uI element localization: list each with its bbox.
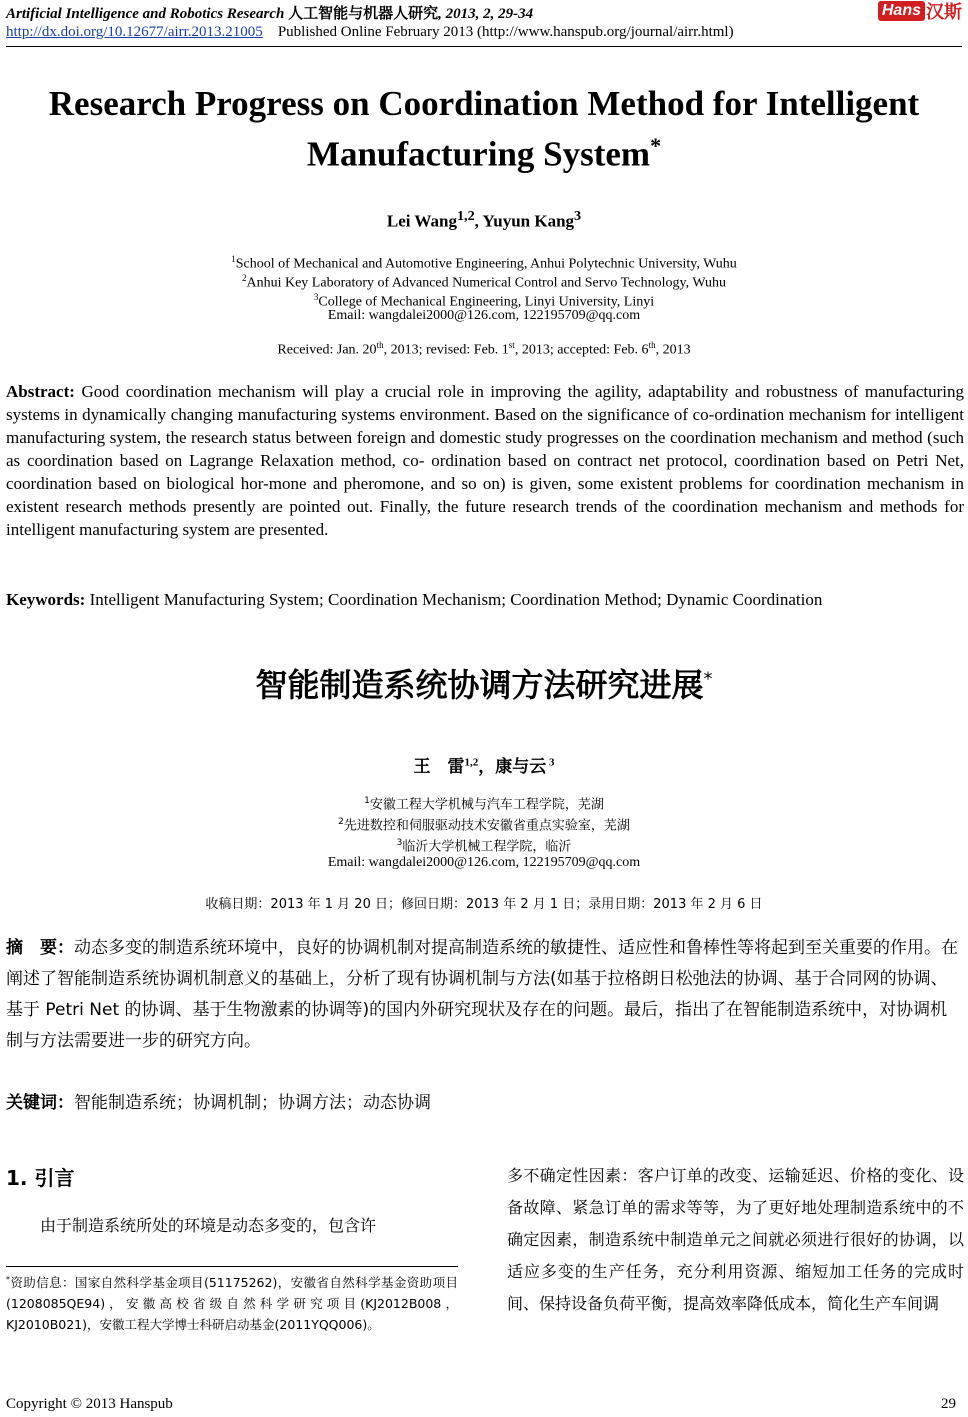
affiliation-sup: 2 bbox=[338, 817, 344, 827]
keywords-cn-text: 智能制造系统；协调机制；协调方法；动态协调 bbox=[74, 1093, 431, 1113]
author-sep-cn: ， bbox=[478, 757, 496, 776]
abstract-label: Abstract: bbox=[6, 382, 75, 401]
received-sup: st bbox=[508, 340, 515, 350]
keywords-text: Intelligent Manufacturing System; Coordination Mechanism; Coordination Method; Dynamic Coordination bbox=[89, 590, 823, 609]
author-2-cn: 康与云 bbox=[495, 757, 547, 776]
keywords-label: Keywords: bbox=[6, 590, 86, 609]
authors-cn bbox=[0, 752, 968, 777]
footnote-rule bbox=[6, 1266, 458, 1267]
affiliation-sup: 3 bbox=[313, 292, 319, 302]
email-en: Email: wangdalei2000@126.com, 122195709@qq.com bbox=[327, 308, 641, 323]
affiliation-sup: 1 bbox=[231, 254, 236, 264]
journal-issue: , 2013, 2, 29-34 bbox=[438, 6, 534, 22]
keywords-cn bbox=[6, 1088, 431, 1113]
copyright: Copyright © 2013 Hanspub bbox=[6, 1396, 173, 1412]
affiliation-sup: 1 bbox=[364, 796, 370, 806]
logo-mark: Hans bbox=[878, 1, 925, 21]
author-2: Yuyun Kang bbox=[482, 211, 575, 231]
keywords-en bbox=[6, 590, 964, 610]
title-cn-mark: * bbox=[703, 668, 713, 690]
received-dates-en bbox=[0, 340, 968, 359]
logo-cn: 汉斯 bbox=[926, 2, 962, 23]
author-1: Lei Wang bbox=[386, 211, 457, 231]
affiliation-3-cn bbox=[0, 833, 968, 857]
footnote-mark: * bbox=[6, 1275, 10, 1284]
paper-title-en bbox=[0, 83, 968, 176]
author-2-sup: 3 bbox=[574, 208, 582, 224]
received-sup: th bbox=[648, 340, 656, 350]
affiliation-sup: 2 bbox=[241, 273, 247, 283]
keywords-cn-label: 关键词： bbox=[6, 1093, 74, 1113]
footnote-text: 资助信息：国家自然科学基金项目(51175262)，安徽省自然科学基金资助项目(1208085QE94)，安徽高校省级自然科学研究项目(KJ2012B008，KJ2010B021)，安徽工程大学博士科研启动基金(2011YQQ006)。 bbox=[6, 1275, 458, 1333]
title-line-2: Manufacturing System bbox=[306, 134, 651, 174]
affiliation-text: Anhui Key Laboratory of Advanced Numerical Control and Servo Technology, Wuhu bbox=[246, 275, 727, 291]
authors-en bbox=[0, 208, 968, 232]
abstract-en bbox=[6, 380, 964, 541]
body-left-column: 由于制造系统所处的环境是动态多变的，包含许 bbox=[40, 1216, 377, 1235]
journal-name: Artificial Intelligence and Robotics Research bbox=[6, 6, 285, 22]
body-right-column: 多不确定性因素：客户订单的改变、运输延迟、价格的变化、设备故障、紧急订单的需求等等，为了更好地处理制造系统中的不确定因素，制造系统中制造单元之间就必须进行很好的协调，以适应多变的生产任务，充分利用资源、缩短加工任务的完成时间、保持设备负荷平衡，提高效率降低成本，简化生产车间调 bbox=[507, 1166, 964, 1313]
paper-title-cn bbox=[0, 660, 968, 706]
received-part: Received: Jan. 20 bbox=[277, 342, 377, 358]
author-1-sup: 1,2 bbox=[456, 208, 475, 224]
affiliation-sup: 3 bbox=[396, 838, 403, 848]
affiliation-text: College of Mechanical Engineering, Linyi University, Linyi bbox=[318, 294, 655, 310]
journal-header bbox=[6, 2, 533, 23]
funding-footnote bbox=[6, 1269, 458, 1335]
affiliation-text: 临沂大学机械工程学院，临沂 bbox=[402, 839, 572, 855]
received-part: , 2013; accepted: Feb. 6 bbox=[514, 342, 649, 358]
title-mark: * bbox=[650, 133, 662, 158]
received-part: , 2013; revised: Feb. 1 bbox=[383, 342, 509, 358]
doi-line bbox=[6, 24, 734, 41]
title-line-1: Research Progress on Coordination Method for Intelligent bbox=[48, 84, 920, 123]
author-2-cn-sup: 3 bbox=[546, 756, 555, 769]
publisher-logo bbox=[878, 0, 962, 22]
affiliation-text: 安徽工程大学机械与汽车工程学院，芜湖 bbox=[369, 797, 604, 813]
abstract-cn bbox=[6, 933, 964, 1057]
author-1-cn: 王 雷 bbox=[413, 757, 465, 776]
section-heading: 1. 引言 bbox=[6, 1166, 75, 1190]
title-cn-text: 智能制造系统协调方法研究进展 bbox=[255, 666, 704, 704]
email-cn: Email: wangdalei2000@126.com, 122195709@qq.com bbox=[327, 855, 641, 870]
doi-link[interactable]: http://dx.doi.org/10.12677/airr.2013.21005 bbox=[6, 24, 263, 40]
journal-name-cn: 人工智能与机器人研究 bbox=[288, 6, 439, 22]
abstract-cn-label: 摘 要： bbox=[6, 938, 74, 958]
published-online: Published Online February 2013 (http://www.hanspub.org/journal/airr.html) bbox=[277, 24, 734, 40]
author-sep: , bbox=[474, 211, 483, 231]
affiliation-text: 先进数控和伺服驱动技术安徽省重点实验室，芜湖 bbox=[343, 818, 630, 834]
received-dates-cn: 收稿日期：2013 年 1 月 20 日；修回日期：2013 年 2 月 1 日；录用日期：2013 年 2 月 6 日 bbox=[205, 897, 763, 912]
received-sup: th bbox=[376, 340, 384, 350]
received-part: , 2013 bbox=[655, 342, 691, 358]
page-number: 29 bbox=[941, 1396, 956, 1412]
abstract-cn-text: 动态多变的制造系统环境中，良好的协调机制对提高制造系统的敏捷性、适应性和鲁棒性等将起到至关重要的作用。在阐述了智能制造系统协调机制意义的基础上，分析了现有协调机制与方法(如基于拉格朗日松弛法的协调、基于合同网的协调、基于 Petri Net 的协调、基于生物激素的协调等)的国内外研究现状及存在的问题。最后，指出了在智能制造系统中，对协调机制与方法需要进一步的研究方向。 bbox=[6, 938, 958, 1051]
abstract-text: Good coordination mechanism will play a crucial role in improving the agility, adaptability and robustness of manufacturing systems in dynamically changing manufacturing systems environment. Based on the significance of co-ordination mechanism for intelligent manufacturing system, the research status between foreign and domestic study progresses on the coordination mechanism and method (such as coordination based on Lagrange Relaxation method, co- ordination based on contract net protocol, coordination based on Petri Net, coordination based on biological hor-mone and pheromone, and so on) is given, some existent problems for coordination mechanism in existent research methods presently are pointed out. Finally, the future research trends of the coordination mechanism and methods for intelligent manufacturing system are presented. bbox=[6, 382, 964, 539]
affiliation-text: School of Mechanical and Automotive Engineering, Anhui Polytechnic University, Wuhu bbox=[235, 256, 737, 272]
author-1-cn-sup: 1,2 bbox=[464, 756, 479, 769]
header-rule bbox=[6, 46, 962, 47]
